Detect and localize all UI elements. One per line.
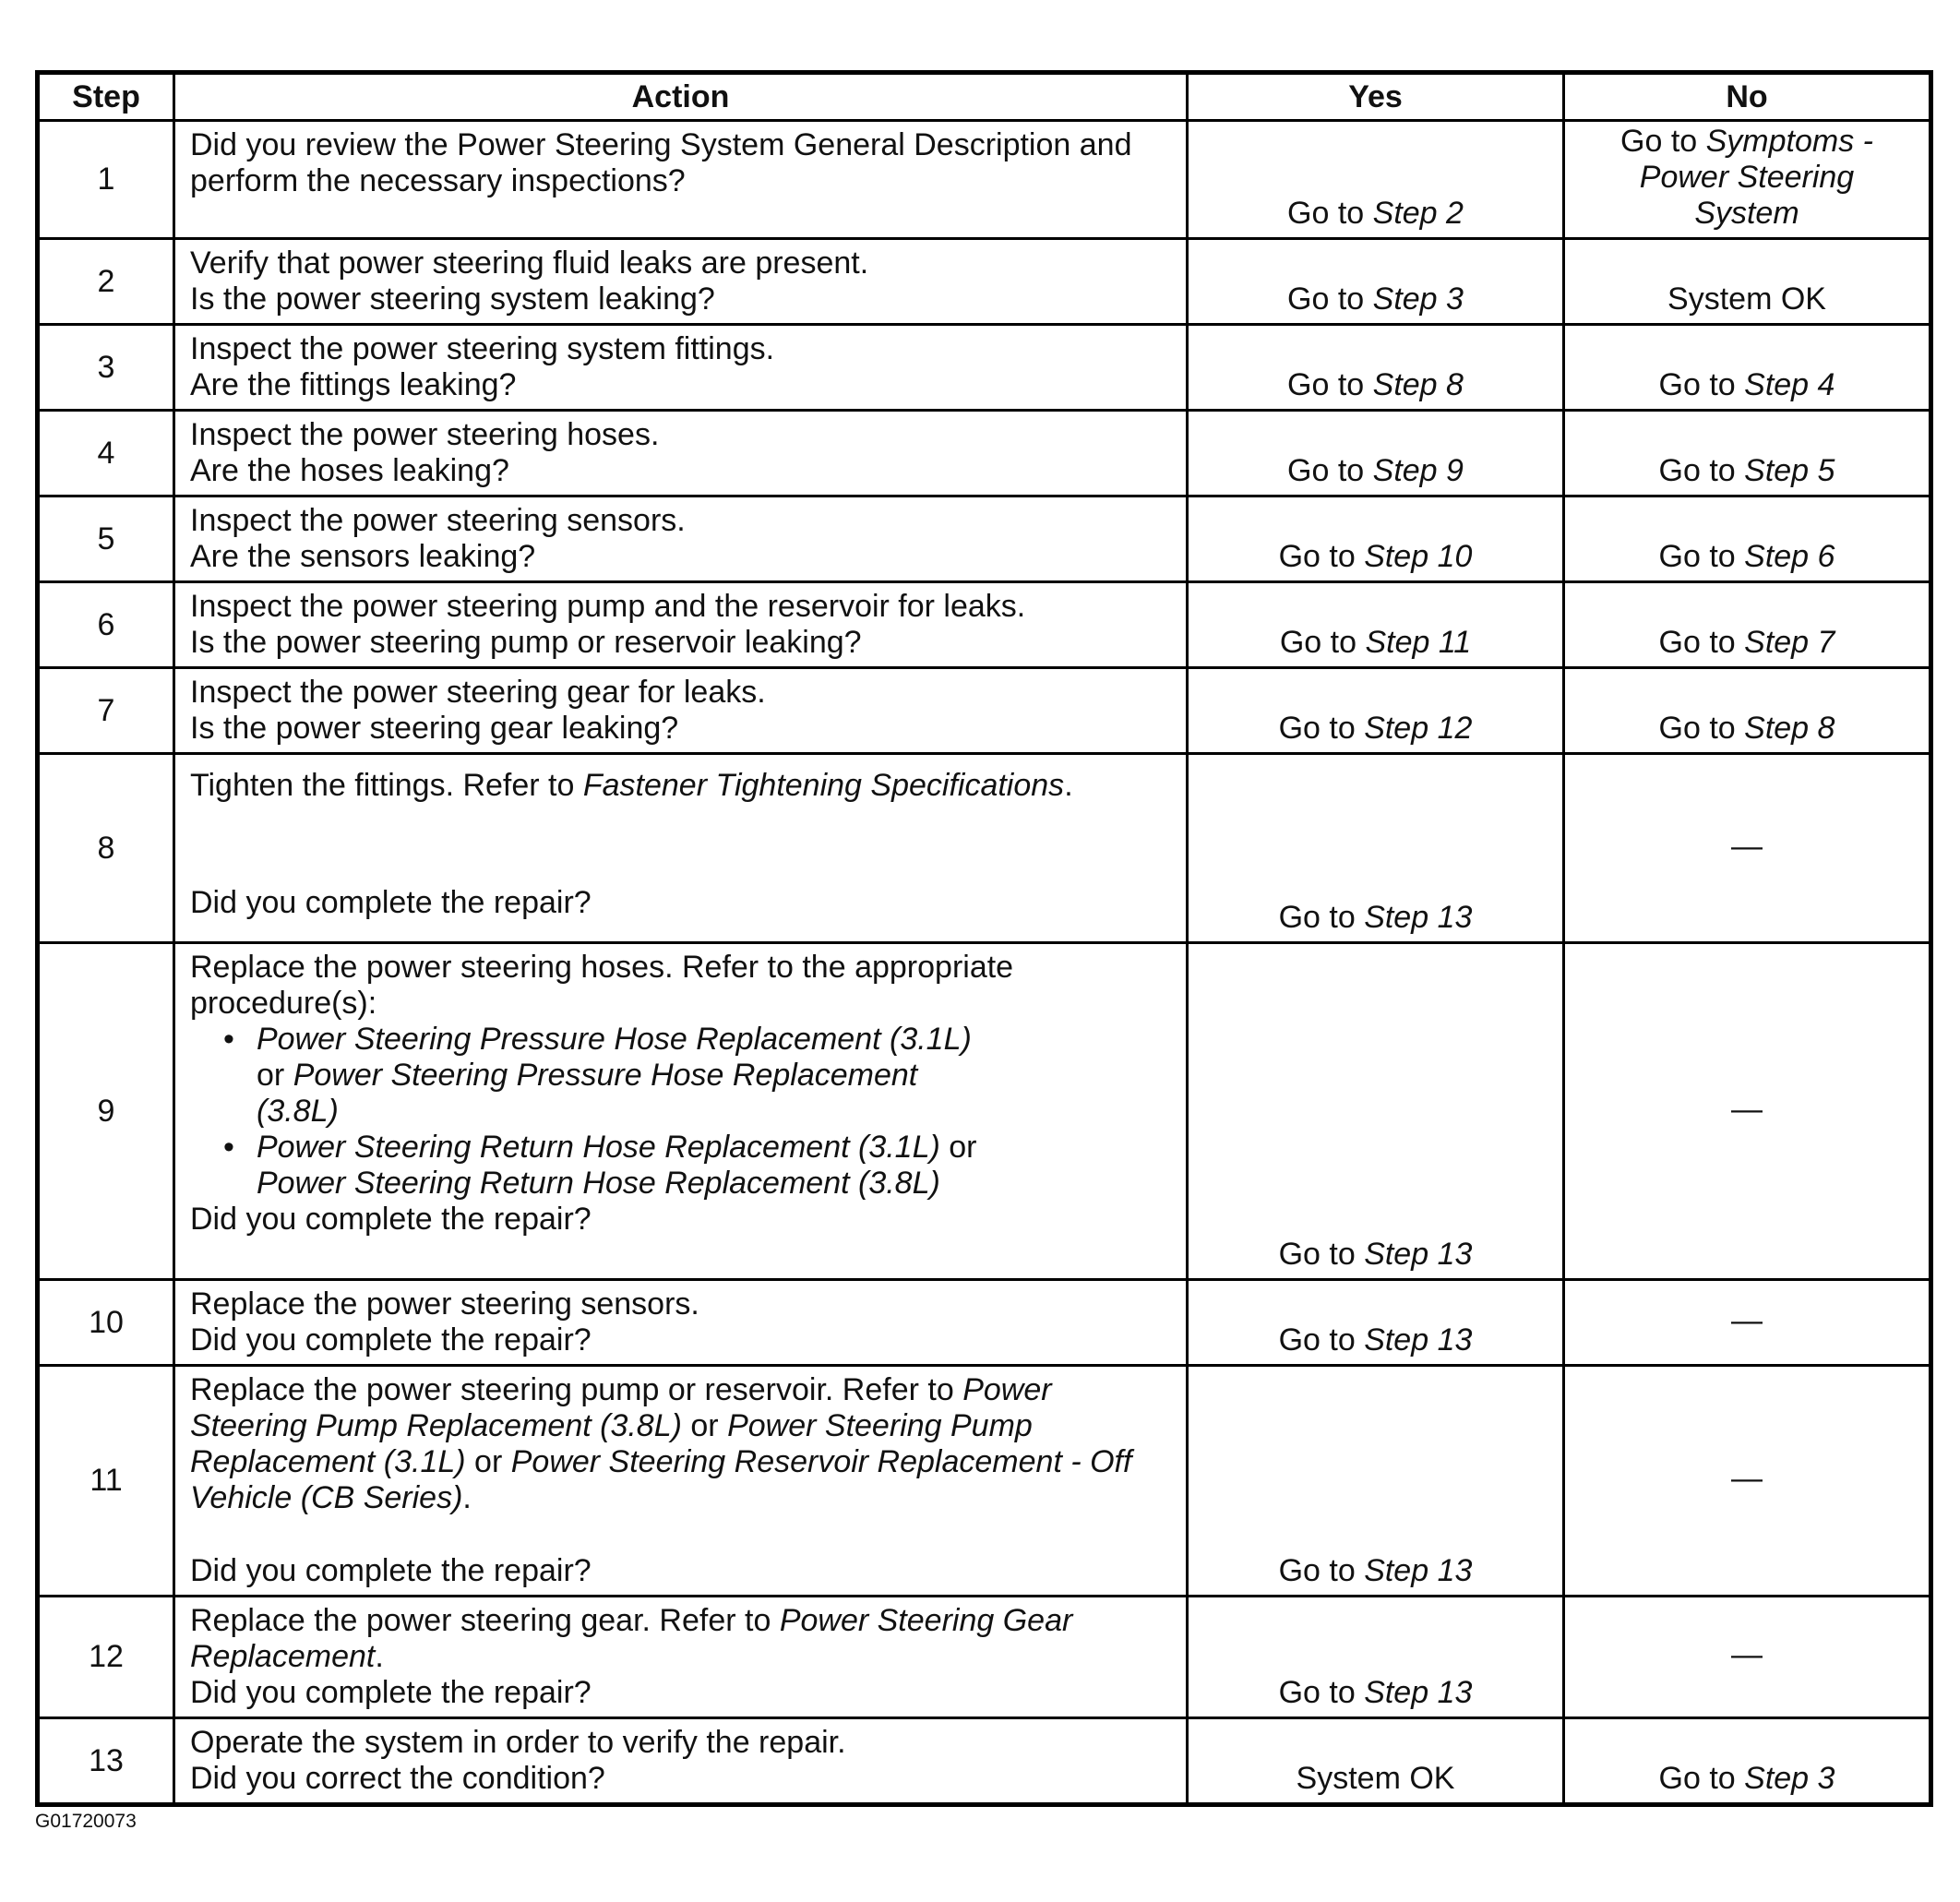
yes-cell xyxy=(1188,325,1564,411)
action-text xyxy=(190,1603,1171,1675)
table-row xyxy=(38,411,1931,496)
action-text: Inspect the power steering hoses. xyxy=(190,417,660,452)
no-prefix: Go to xyxy=(1658,625,1745,660)
action-text xyxy=(190,1372,1171,1516)
no-prefix: Go to xyxy=(1658,539,1745,574)
action-text: Replace the power steering sensors. xyxy=(190,1286,699,1322)
yes-prefix: Go to xyxy=(1287,196,1373,231)
or-text: or xyxy=(939,1130,977,1165)
no-prefix: Go to xyxy=(1658,1761,1745,1796)
step-number: 12 xyxy=(38,1597,174,1718)
no-step-link[interactable]: Step 3 xyxy=(1744,1761,1835,1796)
no-cell xyxy=(1564,496,1931,582)
figure-id: G01720073 xyxy=(35,1811,137,1832)
step-number: 6 xyxy=(38,582,174,668)
action-question: Is the power steering pump or reservoir leaking? xyxy=(190,625,862,660)
list-item xyxy=(223,1130,1171,1202)
yes-step-link[interactable]: Step 12 xyxy=(1364,711,1473,746)
step-number: 5 xyxy=(38,496,174,582)
pump-31-link[interactable]: Power Steering Pump Replacement (3.1L) xyxy=(190,1408,1033,1479)
yes-cell xyxy=(1188,239,1564,325)
yes-cell xyxy=(1188,411,1564,496)
or-text: or xyxy=(465,1444,511,1479)
return-hose-31-link[interactable]: Power Steering Return Hose Replacement (3.1L) xyxy=(257,1130,940,1165)
table-row xyxy=(38,1280,1931,1366)
action-cell xyxy=(174,668,1188,754)
action-text: Inspect the power steering system fittings. xyxy=(190,331,775,366)
no-step-link[interactable]: Step 4 xyxy=(1744,367,1835,402)
yes-cell xyxy=(1188,1718,1564,1805)
table-row xyxy=(38,325,1931,411)
step-number: 10 xyxy=(38,1280,174,1366)
no-dash: — xyxy=(1731,1461,1763,1496)
yes-prefix: Go to xyxy=(1278,1553,1365,1588)
action-cell xyxy=(174,239,1188,325)
table-row xyxy=(38,1597,1931,1718)
yes-cell xyxy=(1188,1597,1564,1718)
pressure-hose-38-link[interactable]: Power Steering Pressure Hose Replacement (3.8L) xyxy=(257,1058,918,1129)
step-number: 3 xyxy=(38,325,174,411)
yes-step-link[interactable]: Step 8 xyxy=(1372,367,1464,402)
pressure-hose-31-link[interactable]: Power Steering Pressure Hose Replacement (3.1L) xyxy=(257,1022,972,1057)
yes-step-link[interactable]: Step 13 xyxy=(1364,1675,1473,1710)
no-prefix: Go to xyxy=(1658,367,1745,402)
yes-step-link[interactable]: Step 9 xyxy=(1372,453,1464,488)
yes-step-link[interactable]: Step 13 xyxy=(1364,1322,1473,1358)
action-text: Operate the system in order to verify the repair. xyxy=(190,1725,846,1760)
yes-cell xyxy=(1188,1366,1564,1597)
table-row xyxy=(38,239,1931,325)
table-row xyxy=(38,582,1931,668)
yes-prefix: Go to xyxy=(1279,625,1366,660)
yes-prefix: Go to xyxy=(1278,539,1365,574)
step-number: 2 xyxy=(38,239,174,325)
yes-prefix: Go to xyxy=(1278,1237,1365,1272)
yes-result: System OK xyxy=(1296,1761,1455,1796)
action-cell xyxy=(174,943,1188,1280)
no-cell xyxy=(1564,1366,1931,1597)
action-question: Did you complete the repair? xyxy=(190,1675,592,1710)
action-text-prefix: Tighten the fittings. Refer to xyxy=(190,768,583,803)
no-dash: — xyxy=(1731,1091,1763,1127)
action-text-prefix: Replace the power steering pump or reservoir. Refer to xyxy=(190,1372,963,1407)
yes-cell xyxy=(1188,582,1564,668)
yes-cell xyxy=(1188,496,1564,582)
action-text xyxy=(190,768,1171,804)
no-prefix: Go to xyxy=(1658,711,1745,746)
yes-step-link[interactable]: Step 13 xyxy=(1364,1237,1473,1272)
yes-step-link[interactable]: Step 13 xyxy=(1364,1553,1473,1588)
action-cell xyxy=(174,1366,1188,1597)
action-text: Replace the power steering hoses. Refer to the appropriate procedure(s): xyxy=(190,950,1014,1021)
no-cell xyxy=(1564,582,1931,668)
yes-prefix: Go to xyxy=(1287,453,1373,488)
no-step-link[interactable]: Step 6 xyxy=(1744,539,1835,574)
action-cell xyxy=(174,1597,1188,1718)
bullet-icon: • xyxy=(223,1130,234,1165)
yes-prefix: Go to xyxy=(1278,1675,1365,1710)
yes-prefix: Go to xyxy=(1278,1322,1365,1358)
yes-step-link[interactable]: Step 3 xyxy=(1372,281,1464,317)
no-dash: — xyxy=(1731,1302,1763,1338)
no-step-link[interactable]: Step 7 xyxy=(1744,625,1835,660)
header-action: Action xyxy=(174,73,1188,121)
action-cell xyxy=(174,411,1188,496)
action-text-suffix: . xyxy=(1064,768,1073,803)
action-question: Did you correct the condition? xyxy=(190,1761,605,1796)
action-text-prefix: Replace the power steering gear. Refer to xyxy=(190,1603,780,1638)
table-header-row xyxy=(38,73,1931,121)
no-cell xyxy=(1564,239,1931,325)
no-cell xyxy=(1564,943,1931,1280)
action-question: Is the power steering system leaking? xyxy=(190,281,715,317)
action-cell xyxy=(174,1718,1188,1805)
or-text: or xyxy=(257,1058,293,1093)
action-text: Inspect the power steering gear for leaks. xyxy=(190,675,766,710)
action-question: Did you complete the repair? xyxy=(190,1322,592,1358)
header-yes: Yes xyxy=(1188,73,1564,121)
action-question: Did you complete the repair? xyxy=(190,1202,592,1237)
yes-prefix: Go to xyxy=(1287,281,1373,317)
diagnostic-table xyxy=(35,70,1933,1807)
yes-step-link[interactable]: Step 11 xyxy=(1365,625,1472,660)
no-dash: — xyxy=(1731,828,1763,864)
no-cell xyxy=(1564,325,1931,411)
yes-cell xyxy=(1188,943,1564,1280)
table-row xyxy=(38,1718,1931,1805)
action-question: Are the hoses leaking? xyxy=(190,453,509,488)
step-number: 9 xyxy=(38,943,174,1280)
no-prefix: Go to xyxy=(1620,124,1706,159)
header-no: No xyxy=(1564,73,1931,121)
procedure-list xyxy=(190,1022,1171,1202)
table-row xyxy=(38,496,1931,582)
no-cell xyxy=(1564,1597,1931,1718)
yes-cell xyxy=(1188,754,1564,943)
table-row xyxy=(38,754,1931,943)
yes-cell xyxy=(1188,121,1564,239)
header-step: Step xyxy=(38,73,174,121)
no-cell xyxy=(1564,411,1931,496)
action-text: Did you review the Power Steering System General Description and perform the necessary inspections? xyxy=(190,127,1132,198)
table-row xyxy=(38,121,1931,239)
no-cell xyxy=(1564,1718,1931,1805)
no-symptoms-link[interactable]: Symptoms - Power Steering System xyxy=(1639,124,1873,231)
step-number: 13 xyxy=(38,1718,174,1805)
action-question: Did you complete the repair? xyxy=(190,885,592,920)
list-item xyxy=(223,1022,1171,1130)
table-row xyxy=(38,668,1931,754)
action-text-suffix: . xyxy=(375,1639,384,1674)
action-cell xyxy=(174,325,1188,411)
pump-38-link[interactable]: Power Steering Pump Replacement (3.8L) xyxy=(190,1372,1052,1443)
no-result: System OK xyxy=(1667,281,1826,317)
action-text-suffix: . xyxy=(462,1480,472,1515)
action-question: Are the sensors leaking? xyxy=(190,539,536,574)
action-question: Is the power steering gear leaking? xyxy=(190,711,679,746)
step-number: 1 xyxy=(38,121,174,239)
no-prefix: Go to xyxy=(1658,453,1745,488)
no-cell xyxy=(1564,121,1931,239)
fastener-specs-link[interactable]: Fastener Tightening Specifications xyxy=(582,768,1065,803)
yes-prefix: Go to xyxy=(1278,711,1365,746)
yes-prefix: Go to xyxy=(1278,900,1365,935)
action-text: Verify that power steering fluid leaks are present. xyxy=(190,245,869,281)
table-row xyxy=(38,943,1931,1280)
reservoir-link[interactable]: Power Steering Reservoir Replacement - Off Vehicle (CB Series) xyxy=(190,1444,1132,1515)
yes-step-link[interactable]: Step 2 xyxy=(1372,196,1464,231)
action-question: Did you complete the repair? xyxy=(190,1553,592,1588)
gear-replacement-link[interactable]: Power Steering Gear Replacement xyxy=(190,1603,1073,1674)
yes-prefix: Go to xyxy=(1287,367,1373,402)
or-text: or xyxy=(681,1408,728,1443)
yes-cell xyxy=(1188,1280,1564,1366)
step-number: 4 xyxy=(38,411,174,496)
no-step-link[interactable]: Step 5 xyxy=(1744,453,1835,488)
no-step-link[interactable]: Step 8 xyxy=(1744,711,1835,746)
bullet-icon: • xyxy=(223,1022,234,1057)
table-row xyxy=(38,1366,1931,1597)
action-question: Are the fittings leaking? xyxy=(190,367,517,402)
return-hose-38-link[interactable]: Power Steering Return Hose Replacement (3.8L) xyxy=(257,1166,940,1201)
action-cell xyxy=(174,754,1188,943)
action-text: Inspect the power steering pump and the reservoir for leaks. xyxy=(190,589,1026,624)
step-number: 11 xyxy=(38,1366,174,1597)
action-cell xyxy=(174,582,1188,668)
no-cell xyxy=(1564,754,1931,943)
no-dash: — xyxy=(1731,1637,1763,1672)
step-number: 8 xyxy=(38,754,174,943)
action-cell xyxy=(174,1280,1188,1366)
action-cell xyxy=(174,496,1188,582)
action-cell xyxy=(174,121,1188,239)
spacer xyxy=(190,1516,1171,1553)
spacer xyxy=(190,804,1171,885)
action-text: Inspect the power steering sensors. xyxy=(190,503,686,538)
yes-step-link[interactable]: Step 13 xyxy=(1364,900,1473,935)
yes-step-link[interactable]: Step 10 xyxy=(1364,539,1473,574)
step-number: 7 xyxy=(38,668,174,754)
no-cell xyxy=(1564,1280,1931,1366)
no-cell xyxy=(1564,668,1931,754)
yes-cell xyxy=(1188,668,1564,754)
